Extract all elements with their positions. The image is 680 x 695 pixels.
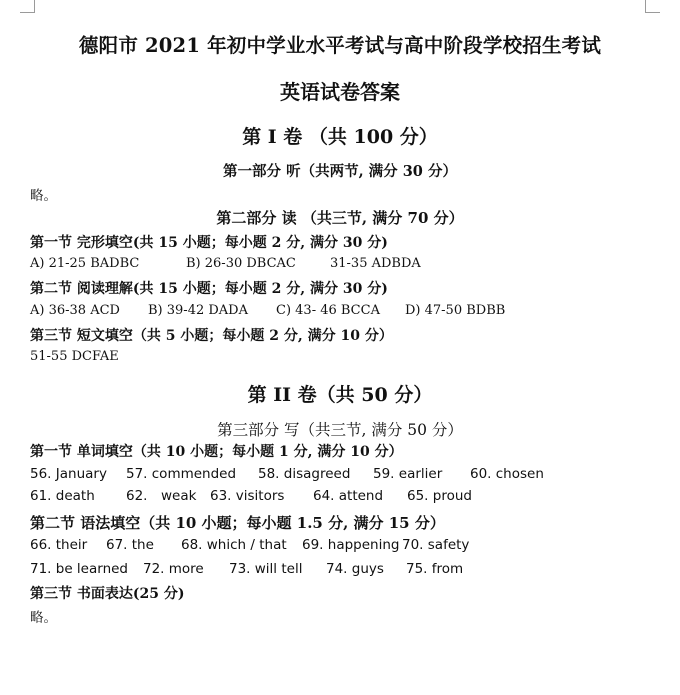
volume-1-heading: 第 I 卷 （共 100 分） [242,126,438,148]
part-3-section-3-heading: 第三节 书面表达(25 分) [30,586,185,602]
answer-item: 58. disagreed [258,466,351,482]
answer-item: 56. January [30,466,107,482]
part-3-heading: 第三部分 写（共三节, 满分 50 分） [217,421,463,439]
answer-item: 64. attend [313,488,384,504]
part-1-heading: 第一部分 听（共两节, 满分 30 分） [223,163,457,180]
answer-item: 66. their [30,537,88,553]
part-2-heading: 第二部分 读 （共三节, 满分 70 分） [216,209,464,227]
answer-item: 62. [126,488,148,504]
answer-group: A) 21-25 BADBC [30,256,140,271]
answer-item: 65. proud [407,488,472,504]
volume-2-heading: 第 II 卷（共 50 分） [247,384,433,406]
answer-group: A) 36-38 ACD [30,303,120,318]
page-corner-mark [20,0,35,13]
answer-group: 51-55 DCFAE [30,349,119,364]
answer-item: 57. commended [126,466,237,482]
part-3-section-2-heading: 第二节 语法填空（共 10 小题；每小题 1.5 分, 满分 15 分） [30,514,445,532]
answer-item: 68. which / that [181,537,287,553]
part-3-section-3-note: 略。 [30,610,57,626]
answer-group: B) 39-42 DADA [148,303,248,318]
answer-item: 59. earlier [373,466,443,482]
answer-item: 72. more [143,561,204,577]
document-subtitle: 英语试卷答案 [280,80,400,104]
answer-group: 31-35 ADBDA [330,256,421,271]
answer-item: 69. happening [302,537,400,553]
answer-item: 74. guys [326,561,384,577]
page-corner-mark [645,0,660,13]
answer-item: 61. death [30,488,95,504]
answer-item: 75. from [406,561,464,577]
part-3-section-1-heading: 第一节 单词填空（共 10 小题；每小题 1 分, 满分 10 分） [30,444,403,460]
answer-item: 60. chosen [470,466,544,482]
part-2-section-3-heading: 第三节 短文填空（共 5 小题；每小题 2 分, 满分 10 分） [30,328,393,344]
part-2-section-2-heading: 第二节 阅读理解(共 15 小题；每小题 2 分, 满分 30 分) [30,281,388,297]
answer-group: D) 47-50 BDBB [405,303,506,318]
answer-item: 63. visitors [210,488,285,504]
answer-group: B) 26-30 DBCAC [186,256,296,271]
answer-item: 70. safety [402,537,470,553]
answer-item: weak [161,488,197,504]
answer-item: 71. be learned [30,561,129,577]
document-title: 德阳市 2021 年初中学业水平考试与高中阶段学校招生考试 [78,34,602,57]
answer-item: 67. the [106,537,154,553]
part-2-section-1-heading: 第一节 完形填空(共 15 小题；每小题 2 分, 满分 30 分) [30,235,388,251]
answer-group: C) 43- 46 BCCA [276,303,380,318]
part-1-note: 略。 [30,188,57,204]
answer-item: 73. will tell [229,561,303,577]
